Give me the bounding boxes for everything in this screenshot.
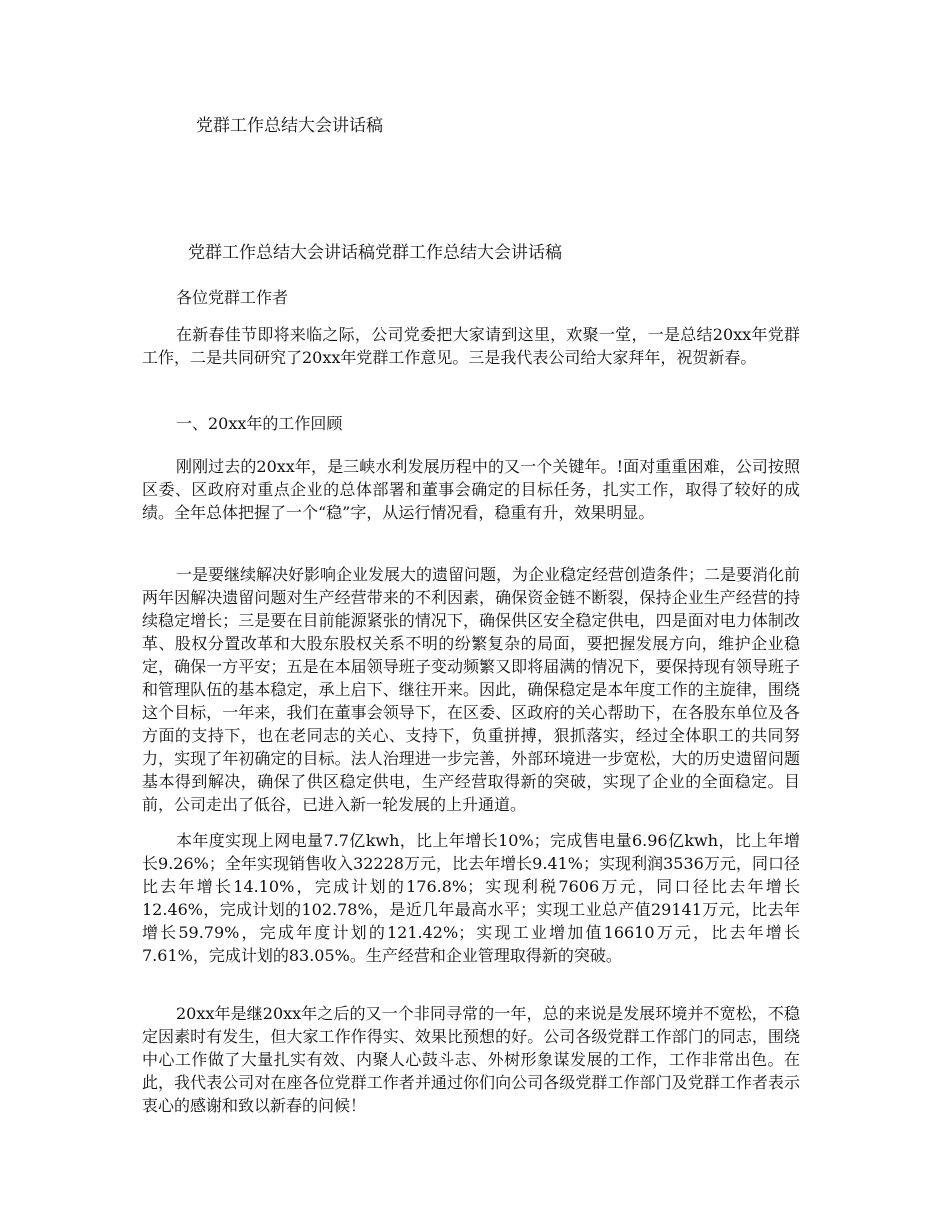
paragraph-review: 刚刚过去的20xx年，是三峡水利发展历程中的又一个关键年。!面对重重困难，公司按照区委、区政府对重点企业的总体部署和董事会确定的目标任务，扎实工作，取得了较好的成绩。全年总体把握了一个“稳”字，从运行情况看，稳重有升，效果明显。	[142, 457, 800, 522]
salutation: 各位党群工作者	[176, 288, 289, 307]
paragraph-goals: 一是要继续解决好影响企业发展大的遗留问题，为企业稳定经营创造条件；二是要消化前两年因解决遗留问题对生产经营带来的不利因素，确保资金链不断裂，保持企业生产经营的持续稳定增长；三是要在目前能源紧张的情况下，确保供区安全稳定供电，四是面对电力体制改革、股权分置改革和大股东股权关系不明的纷繁复杂的局面，要把握发展方向，维护企业稳定，确保一方平安；五是在本届领导班子变动频繁又即将届满的情况下，要保持现有领导班子和管理队伍的基本稳定，承上启下、继往开来。因此，确保稳定是本年度工作的主旋律，围绕这个目标，一年来，我们在董事会领导下，在区委、区政府的关心帮助下，在各股东单位及各方面的支持下，也在老同志的关心、支持下，负重拼搏，狠抓落实，经过全体职工的共同努力，实现了年初确定的目标。法人治理进一步完善，外部环境进一步宽松，大的历史遗留问题基本得到解决，确保了供区稳定供电，生产经营取得新的突破，实现了企业的全面稳定。目前，公司走出了低谷，已进入新一轮发展的上升通道。	[142, 565, 801, 814]
document-title: 党群工作总结大会讲话稿	[196, 116, 383, 136]
document-subtitle: 党群工作总结大会讲话稿党群工作总结大会讲话稿	[188, 243, 562, 263]
paragraph-figures: 本年度实现上网电量7.7亿kwh，比上年增长10%；完成售电量6.96亿kwh，比上年增长9.26%；全年实现销售收入32228万元，比去年增长9.41%；实现利润3536万元，同口径比去年增长14.10%，完成计划的176.8%；实现利税7606万元，同口径比去年增长12.46%，完成计划的102.78%，是近几年最高水平；实现工业总产值29141万元，比去年增长59.79%，完成年度计划的121.42%；实现工业增加值16610万元，比去年增长7.61%，完成计划的83.05%。生产经营和企业管理取得新的突破。	[142, 831, 800, 965]
paragraph-thanks: 20xx年是继20xx年之后的又一个非同寻常的一年，总的来说是发展环境并不宽松，不稳定因素时有发生，但大家工作作得实、效果比预想的好。公司各级党群工作部门的同志，围绕中心工作做了大量扎实有效、内聚人心鼓斗志、外树形象谋发展的工作，工作非常出色。在此，我代表公司对在座各位党群工作者并通过你们向公司各级党群工作部门及党群工作者表示衷心的感谢和致以新春的问候！	[142, 1004, 800, 1115]
paragraph-intro: 在新春佳节即将来临之际，公司党委把大家请到这里，欢聚一堂，一是总结20xx年党群工作，二是共同研究了20xx年党群工作意见。三是我代表公司给大家拜年，祝贺新春。	[142, 325, 800, 367]
section-heading: 一、20xx年的工作回顾	[176, 414, 343, 433]
